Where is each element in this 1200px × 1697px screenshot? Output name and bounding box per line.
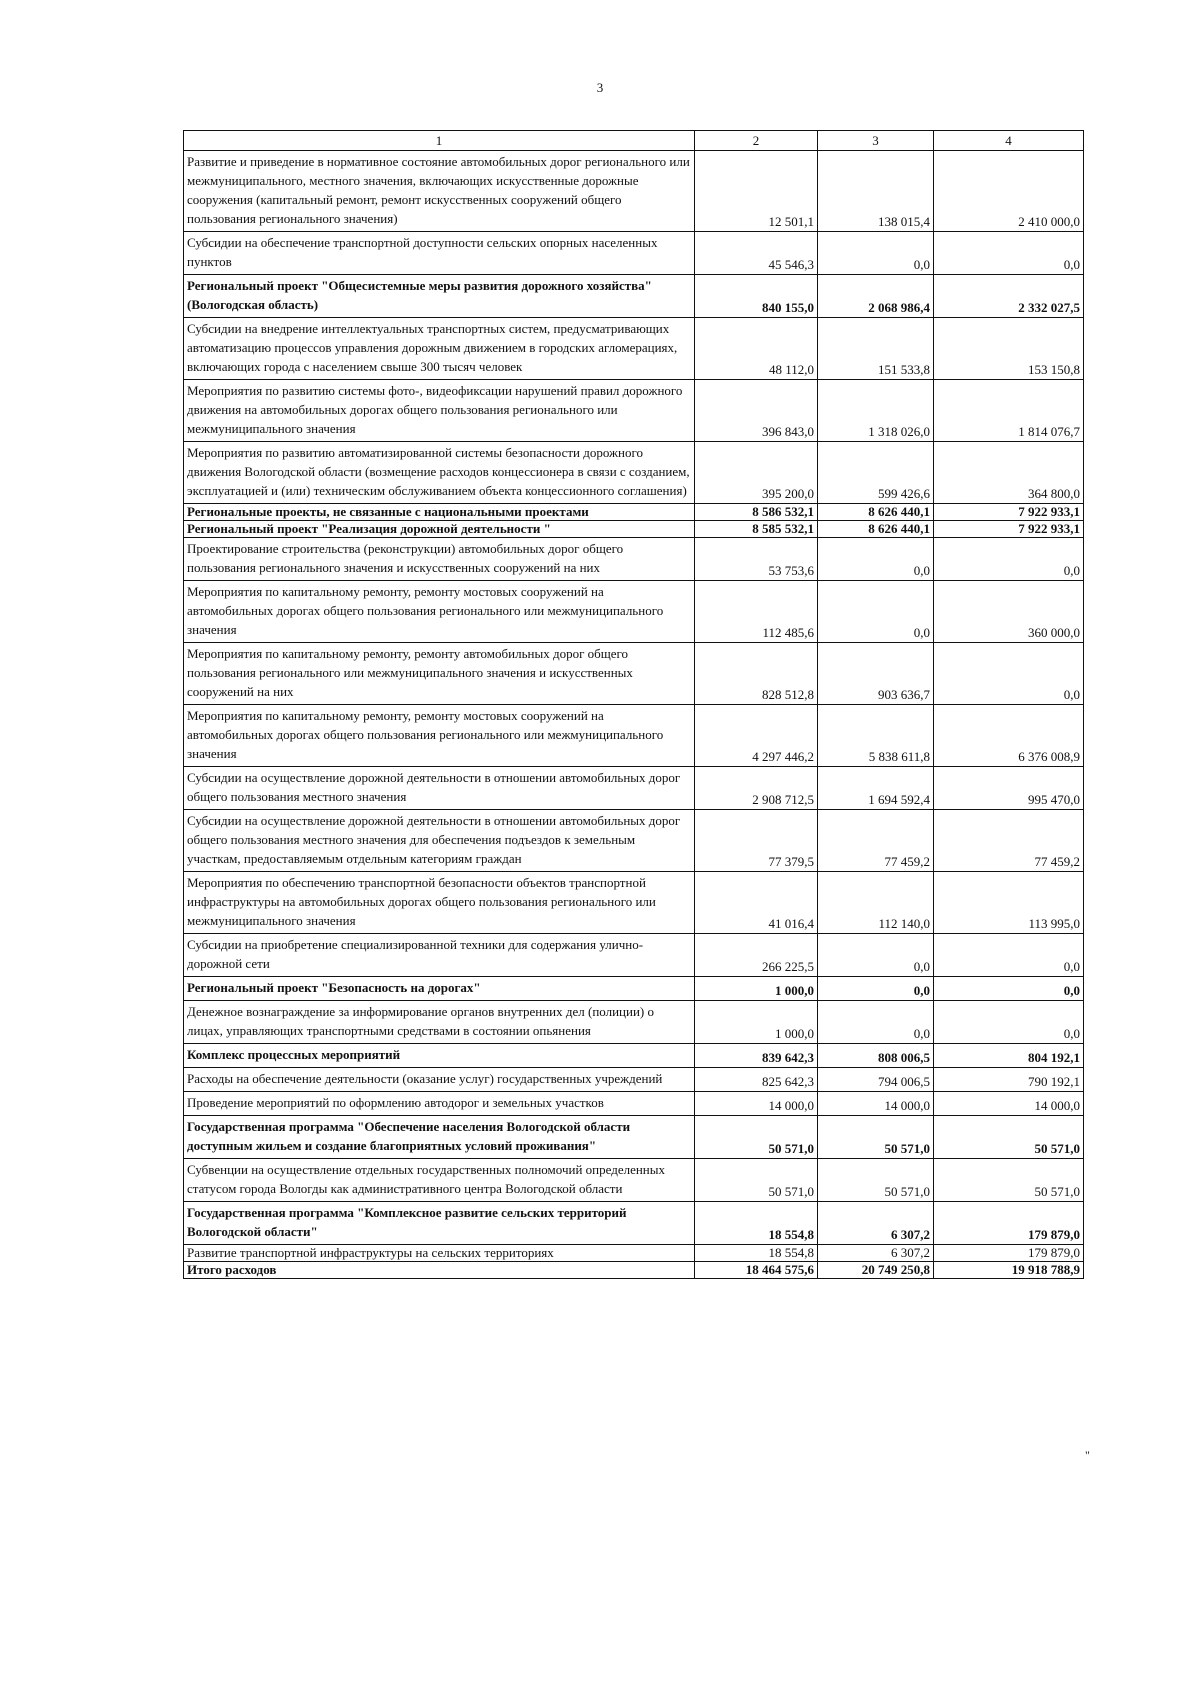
row-value-col2: 1 000,0	[695, 977, 818, 1001]
row-value-col3: 20 749 250,8	[818, 1262, 934, 1279]
row-value-col4: 7 922 933,1	[934, 504, 1084, 521]
row-label: Проектирование строительства (реконструкции) автомобильных дорог общего пользования регионального значения и искусственных сооружений на них	[184, 538, 695, 581]
row-label: Мероприятия по капитальному ремонту, ремонту автомобильных дорог общего пользования регионального или межмуниципального значения и искусственных сооружений на них	[184, 643, 695, 705]
row-value-col4: 113 995,0	[934, 872, 1084, 934]
row-value-col4: 77 459,2	[934, 810, 1084, 872]
row-label: Развитие и приведение в нормативное состояние автомобильных дорог регионального или межмуниципального, местного значения, включающих искусственные дорожные сооружения (капитальный ремонт, ремонт искусственных сооружений общего пользования регионального значения)	[184, 151, 695, 232]
table-row	[184, 1001, 1084, 1044]
row-value-col4: 14 000,0	[934, 1092, 1084, 1116]
row-value-col3: 8 626 440,1	[818, 521, 934, 538]
row-value-col2: 18 554,8	[695, 1202, 818, 1245]
row-value-col4: 179 879,0	[934, 1202, 1084, 1245]
row-label: Проведение мероприятий по оформлению автодорог и земельных участков	[184, 1092, 695, 1116]
row-value-col4: 1 814 076,7	[934, 380, 1084, 442]
row-label: Субсидии на внедрение интеллектуальных транспортных систем, предусматривающих автоматизацию процессов управления дорожным движением в городских агломерациях, включающих города с населением свыше 300 тысяч человек	[184, 318, 695, 380]
row-value-col2: 395 200,0	[695, 442, 818, 504]
row-value-col4: 0,0	[934, 538, 1084, 581]
row-value-col4: 50 571,0	[934, 1159, 1084, 1202]
row-value-col2: 825 642,3	[695, 1068, 818, 1092]
row-value-col3: 8 626 440,1	[818, 504, 934, 521]
table-row	[184, 810, 1084, 872]
table-row	[184, 151, 1084, 232]
row-value-col3: 6 307,2	[818, 1245, 934, 1262]
row-label: Комплекс процессных мероприятий	[184, 1044, 695, 1068]
row-label: Итого расходов	[184, 1262, 695, 1279]
row-value-col3: 14 000,0	[818, 1092, 934, 1116]
table-row	[184, 442, 1084, 504]
row-value-col4: 790 192,1	[934, 1068, 1084, 1092]
header-row	[184, 131, 1084, 151]
table-row	[184, 232, 1084, 275]
row-label: Субвенции на осуществление отдельных государственных полномочий определенных статусом города Вологды как административного центра Вологодской области	[184, 1159, 695, 1202]
column-header-1: 1	[184, 131, 695, 151]
row-label: Субсидии на осуществление дорожной деятельности в отношении автомобильных дорог общего пользования местного значения	[184, 767, 695, 810]
row-value-col2: 8 586 532,1	[695, 504, 818, 521]
table-row	[184, 380, 1084, 442]
row-value-col4: 2 332 027,5	[934, 275, 1084, 318]
row-value-col4: 804 192,1	[934, 1044, 1084, 1068]
row-value-col4: 0,0	[934, 232, 1084, 275]
row-label: Региональные проекты, не связанные с национальными проектами	[184, 504, 695, 521]
table-row	[184, 275, 1084, 318]
budget-table	[183, 130, 1084, 1279]
row-value-col4: 50 571,0	[934, 1116, 1084, 1159]
row-value-col3: 794 006,5	[818, 1068, 934, 1092]
row-label: Субсидии на осуществление дорожной деятельности в отношении автомобильных дорог общего пользования местного значения для обеспечения подъездов к земельным участкам, предоставляемым отдельным категориям граждан	[184, 810, 695, 872]
row-value-col2: 50 571,0	[695, 1116, 818, 1159]
table-row	[184, 767, 1084, 810]
row-value-col3: 6 307,2	[818, 1202, 934, 1245]
row-value-col3: 138 015,4	[818, 151, 934, 232]
row-value-col2: 4 297 446,2	[695, 705, 818, 767]
row-label: Денежное вознаграждение за информирование органов внутренних дел (полиции) о лицах, управляющих транспортными средствами в состоянии опьянения	[184, 1001, 695, 1044]
row-value-col4: 0,0	[934, 1001, 1084, 1044]
row-label: Мероприятия по развитию системы фото-, видеофиксации нарушений правил дорожного движения на автомобильных дорогах общего пользования регионального или межмуниципального значения	[184, 380, 695, 442]
row-value-col3: 112 140,0	[818, 872, 934, 934]
table-row	[184, 521, 1084, 538]
row-value-col2: 266 225,5	[695, 934, 818, 977]
row-value-col2: 53 753,6	[695, 538, 818, 581]
row-label: Государственная программа "Обеспечение населения Вологодской области доступным жильем и создание благоприятных условий проживания"	[184, 1116, 695, 1159]
page-number: 3	[596, 80, 604, 95]
row-label: Расходы на обеспечение деятельности (оказание услуг) государственных учреждений	[184, 1068, 695, 1092]
row-value-col2: 50 571,0	[695, 1159, 818, 1202]
row-label: Субсидии на обеспечение транспортной доступности сельских опорных населенных пунктов	[184, 232, 695, 275]
table-row	[184, 643, 1084, 705]
row-value-col3: 903 636,7	[818, 643, 934, 705]
row-value-col2: 2 908 712,5	[695, 767, 818, 810]
table-row	[184, 1262, 1084, 1279]
row-value-col2: 18 464 575,6	[695, 1262, 818, 1279]
row-value-col2: 18 554,8	[695, 1245, 818, 1262]
row-value-col3: 50 571,0	[818, 1159, 934, 1202]
row-value-col2: 396 843,0	[695, 380, 818, 442]
row-value-col4: 995 470,0	[934, 767, 1084, 810]
row-value-col2: 8 585 532,1	[695, 521, 818, 538]
row-value-col3: 5 838 611,8	[818, 705, 934, 767]
table-row	[184, 977, 1084, 1001]
row-value-col4: 0,0	[934, 934, 1084, 977]
row-value-col3: 0,0	[818, 581, 934, 643]
row-value-col2: 839 642,3	[695, 1044, 818, 1068]
row-label: Мероприятия по капитальному ремонту, ремонту мостовых сооружений на автомобильных дорогах общего пользования регионального или межмуниципального значения	[184, 705, 695, 767]
row-value-col4: 6 376 008,9	[934, 705, 1084, 767]
row-label: Региональный проект "Реализация дорожной деятельности "	[184, 521, 695, 538]
row-value-col3: 0,0	[818, 934, 934, 977]
row-value-col2: 14 000,0	[695, 1092, 818, 1116]
row-value-col4: 364 800,0	[934, 442, 1084, 504]
row-value-col4: 153 150,8	[934, 318, 1084, 380]
row-value-col2: 77 379,5	[695, 810, 818, 872]
row-value-col3: 599 426,6	[818, 442, 934, 504]
table-row	[184, 872, 1084, 934]
row-value-col3: 2 068 986,4	[818, 275, 934, 318]
column-header-4: 4	[934, 131, 1084, 151]
row-label: Мероприятия по капитальному ремонту, ремонту мостовых сооружений на автомобильных дорогах общего пользования регионального или межмуниципального значения	[184, 581, 695, 643]
table-row	[184, 1202, 1084, 1245]
table-row	[184, 705, 1084, 767]
table-row	[184, 1068, 1084, 1092]
table-row	[184, 1159, 1084, 1202]
row-value-col2: 12 501,1	[695, 151, 818, 232]
table-row	[184, 1245, 1084, 1262]
row-label: Мероприятия по обеспечению транспортной безопасности объектов транспортной инфраструктуры на автомобильных дорогах общего пользования регионального или межмуниципального значения	[184, 872, 695, 934]
row-value-col2: 828 512,8	[695, 643, 818, 705]
row-value-col2: 1 000,0	[695, 1001, 818, 1044]
row-value-col3: 0,0	[818, 232, 934, 275]
row-value-col4: 179 879,0	[934, 1245, 1084, 1262]
table-row	[184, 1044, 1084, 1068]
row-value-col3: 0,0	[818, 538, 934, 581]
row-label: Региональный проект "Общесистемные меры развития дорожного хозяйства" (Вологодская область)	[184, 275, 695, 318]
row-label: Региональный проект "Безопасность на дорогах"	[184, 977, 695, 1001]
row-label: Мероприятия по развитию автоматизированной системы безопасности дорожного движения Вологодской области (возмещение расходов концессионера в связи с созданием, эксплуатацией и (или) техническим обслуживанием объекта концессионного соглашения)	[184, 442, 695, 504]
row-value-col2: 112 485,6	[695, 581, 818, 643]
row-value-col4: 0,0	[934, 977, 1084, 1001]
row-value-col4: 19 918 788,9	[934, 1262, 1084, 1279]
table-row	[184, 318, 1084, 380]
table-row	[184, 1092, 1084, 1116]
row-label: Государственная программа "Комплексное развитие сельских территорий Вологодской области"	[184, 1202, 695, 1245]
row-value-col3: 77 459,2	[818, 810, 934, 872]
row-label: Развитие транспортной инфраструктуры на сельских территориях	[184, 1245, 695, 1262]
row-value-col4: 360 000,0	[934, 581, 1084, 643]
row-value-col2: 48 112,0	[695, 318, 818, 380]
table-row	[184, 934, 1084, 977]
table-row	[184, 538, 1084, 581]
row-value-col3: 151 533,8	[818, 318, 934, 380]
column-header-2: 2	[695, 131, 818, 151]
row-value-col2: 41 016,4	[695, 872, 818, 934]
trailing-mark: "	[1085, 1448, 1090, 1462]
table-row	[184, 1116, 1084, 1159]
row-value-col3: 0,0	[818, 1001, 934, 1044]
column-header-3: 3	[818, 131, 934, 151]
row-value-col3: 0,0	[818, 977, 934, 1001]
row-value-col4: 7 922 933,1	[934, 521, 1084, 538]
row-value-col3: 1 694 592,4	[818, 767, 934, 810]
row-value-col4: 0,0	[934, 643, 1084, 705]
row-value-col4: 2 410 000,0	[934, 151, 1084, 232]
table-row	[184, 581, 1084, 643]
row-value-col3: 1 318 026,0	[818, 380, 934, 442]
row-value-col2: 840 155,0	[695, 275, 818, 318]
row-value-col2: 45 546,3	[695, 232, 818, 275]
table-row	[184, 504, 1084, 521]
row-label: Субсидии на приобретение специализированной техники для содержания улично-дорожной сети	[184, 934, 695, 977]
row-value-col3: 808 006,5	[818, 1044, 934, 1068]
row-value-col3: 50 571,0	[818, 1116, 934, 1159]
